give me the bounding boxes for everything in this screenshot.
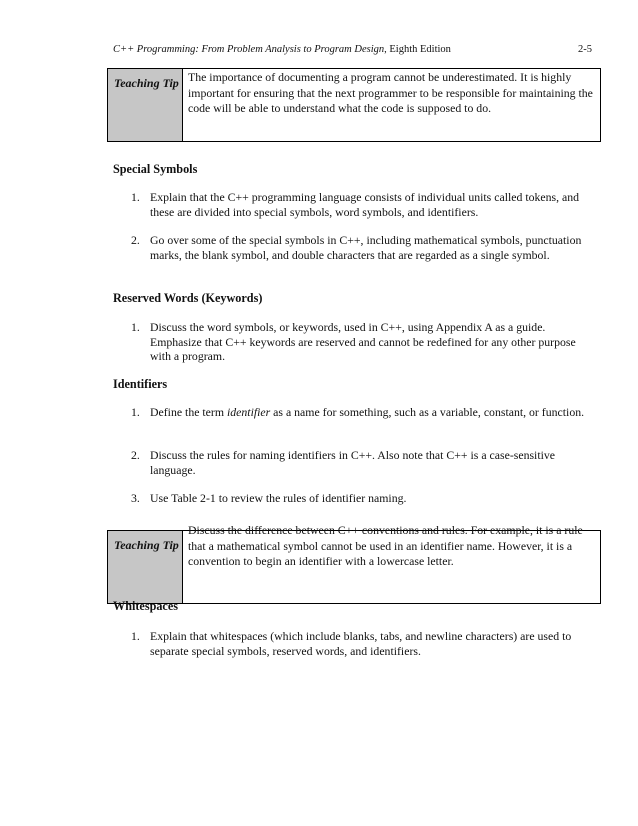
list-item-text-part: as a name for something, such as a variable, constant, or function. (270, 405, 585, 419)
book-edition: , Eighth Edition (384, 44, 451, 55)
list-item-number: 1. (131, 320, 140, 334)
list-item (131, 320, 597, 364)
list-item (131, 233, 597, 262)
page-number: 2-5 (578, 44, 592, 55)
teaching-tip-box-2 (107, 523, 601, 604)
list-item-text (150, 405, 597, 420)
list-item-number: 1. (131, 190, 140, 204)
section-heading-reserved-words: Reserved Words (Keywords) (113, 291, 263, 305)
list-item (131, 629, 597, 658)
page-header (113, 44, 592, 58)
list-item (131, 491, 597, 506)
list-item-text: Discuss the word symbols, or keywords, used in C++, using Appendix A as a guide. Emphasize that C++ keywords are reserved and cannot be redefined for any other purpose with a program. (150, 320, 576, 363)
section-heading-identifiers: Identifiers (113, 377, 168, 391)
list-item-text: Explain that the C++ programming language consists of individual units called tokens, and these are divided into special symbols, word symbols, and identifiers. (150, 190, 580, 219)
list-item-number: 1. (131, 405, 140, 419)
list-item (131, 405, 597, 420)
section-heading-special-symbols: Special Symbols (113, 162, 198, 176)
section-heading-whitespaces: Whitespaces (113, 599, 178, 613)
teaching-tip-label: Teaching Tip (108, 531, 183, 603)
list-item-number: 1. (131, 629, 140, 643)
list-item (131, 448, 597, 477)
teaching-tip-box-1 (107, 68, 601, 142)
list-item-number: 3. (131, 491, 140, 505)
list-item-number: 2. (131, 448, 140, 462)
book-title: C++ Programming: From Problem Analysis to Program Design (113, 44, 385, 55)
teaching-tip-text: Discuss the difference between C++ conventions and rules. For example, it is a rule that a mathematical symbol cannot be used in an identifier name. However, it is a convention to begin an identifier with a lowercase letter. (188, 523, 583, 568)
teaching-tip-text: The importance of documenting a program cannot be underestimated. It is highly important for ensuring that the next programmer to be responsible for maintaining the code will be able to understand what the code is supposed to do. (188, 70, 593, 115)
list-item-text: Discuss the rules for naming identifiers in C++. Also note that C++ is a case-sensitive language. (150, 448, 556, 477)
list-item-text-part: Define the term (150, 405, 227, 419)
list-item-number: 2. (131, 233, 140, 247)
term-identifier: identifier (226, 405, 271, 419)
book-title-line (113, 44, 451, 55)
list-item (131, 190, 597, 219)
teaching-tip-label: Teaching Tip (108, 69, 183, 141)
list-item-text: Use Table 2-1 to review the rules of identifier naming. (150, 491, 407, 505)
list-item-text: Go over some of the special symbols in C++, including mathematical symbols, punctuation marks, the blank symbol, and double characters that are regarded as a single symbol. (150, 233, 582, 262)
list-item-text: Explain that whitespaces (which include blanks, tabs, and newline characters) are used to separate special symbols, reserved words, and identifiers. (150, 629, 572, 658)
